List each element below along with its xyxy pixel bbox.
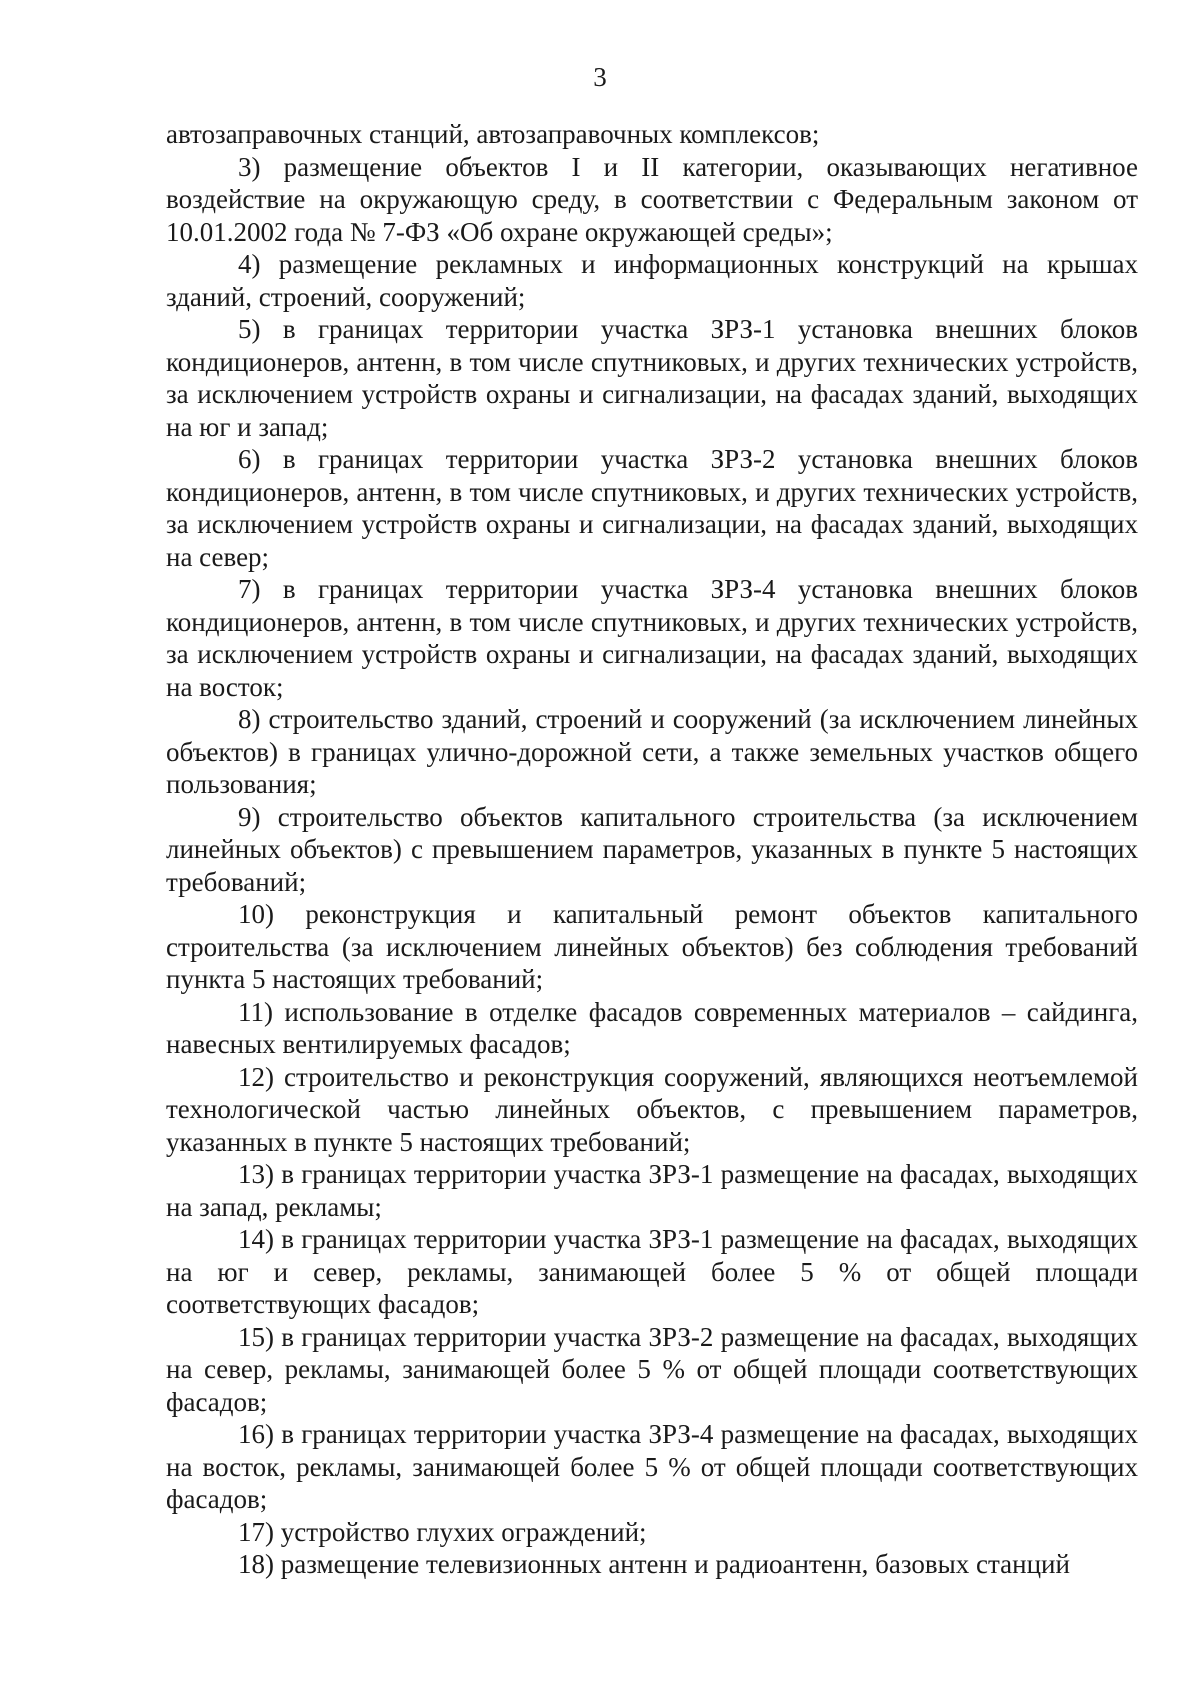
page-number: 3 <box>593 62 607 92</box>
list-item-17: 17) устройство глухих ограждений; <box>238 1516 647 1547</box>
list-item-14: 14) в границах территории участка ЗРЗ-1 размещение на фасадах, выходящих на юг и север, рекламы, занимающей более 5 % от общей площади соответствующих фасадов; <box>166 1224 1138 1319</box>
list-item-8: 8) строительство зданий, строений и сооружений (за исключением линейных объектов) в границах улично-дорожной сети, а также земельных участков общего пользования; <box>166 704 1138 799</box>
list-item-10: 10) реконструкция и капитальный ремонт объектов капитального строительства (за исключением линейных объектов) без соблюдения требований пункта 5 настоящих требований; <box>166 899 1138 994</box>
list-item-16: 16) в границах территории участка ЗРЗ-4 размещение на фасадах, выходящих на восток, рекламы, занимающей более 5 % от общей площади соответствующих фасадов; <box>166 1419 1138 1514</box>
list-item-4: 4) размещение рекламных и информационных конструкций на крышах зданий, строений, сооружений; <box>166 249 1138 312</box>
list-item-9: 9) строительство объектов капитального строительства (за исключением линейных объектов) с превышением параметров, указанных в пункте 5 настоящих требований; <box>166 801 1138 897</box>
list-item-18: 18) размещение телевизионных антенн и радиоантенн, базовых станций <box>238 1549 1070 1579</box>
list-item-11: 11) использование в отделке фасадов современных материалов – сайдинга, навесных вентилируемых фасадов; <box>166 996 1138 1059</box>
paragraph-continuation: автозаправочных станций, автозаправочных комплексов; <box>166 119 820 149</box>
list-item-12: 12) строительство и реконструкция сооружений, являющихся неотъемлемой технологической частью линейных объектов, с превышением параметров, указанных в пункте 5 настоящих требований; <box>166 1061 1138 1157</box>
list-item-7: 7) в границах территории участка ЗРЗ-4 установка внешних блоков кондиционеров, антенн, в том числе спутниковых, и других технических устройств, за исключением устройств охраны и сигнализации, на фасадах зданий, выходящих на восток; <box>166 574 1138 702</box>
list-item-13: 13) в границах территории участка ЗРЗ-1 размещение на фасадах, выходящих на запад, рекламы; <box>166 1159 1138 1222</box>
list-item-15: 15) в границах территории участка ЗРЗ-2 размещение на фасадах, выходящих на север, рекламы, занимающей более 5 % от общей площади соответствующих фасадов; <box>166 1321 1138 1417</box>
list-item-3: 3) размещение объектов I и II категории, оказывающих негативное воздействие на окружающую среду, в соответствии с Федеральным законом от 10.01.2002 года № 7-ФЗ «Об охране окружающей среды»; <box>166 151 1138 247</box>
list-item-6: 6) в границах территории участка ЗРЗ-2 установка внешних блоков кондиционеров, антенн, в том числе спутниковых, и других технических устройств, за исключением устройств охраны и сигнализации, на фасадах зданий, выходящих на север; <box>166 444 1138 572</box>
list-item-5: 5) в границах территории участка ЗРЗ-1 установка внешних блоков кондиционеров, антенн, в том числе спутниковых, и других технических устройств, за исключением устройств охраны и сигнализации, на фасадах зданий, выходящих на юг и запад; <box>166 314 1138 442</box>
document-body <box>166 118 1138 1581</box>
